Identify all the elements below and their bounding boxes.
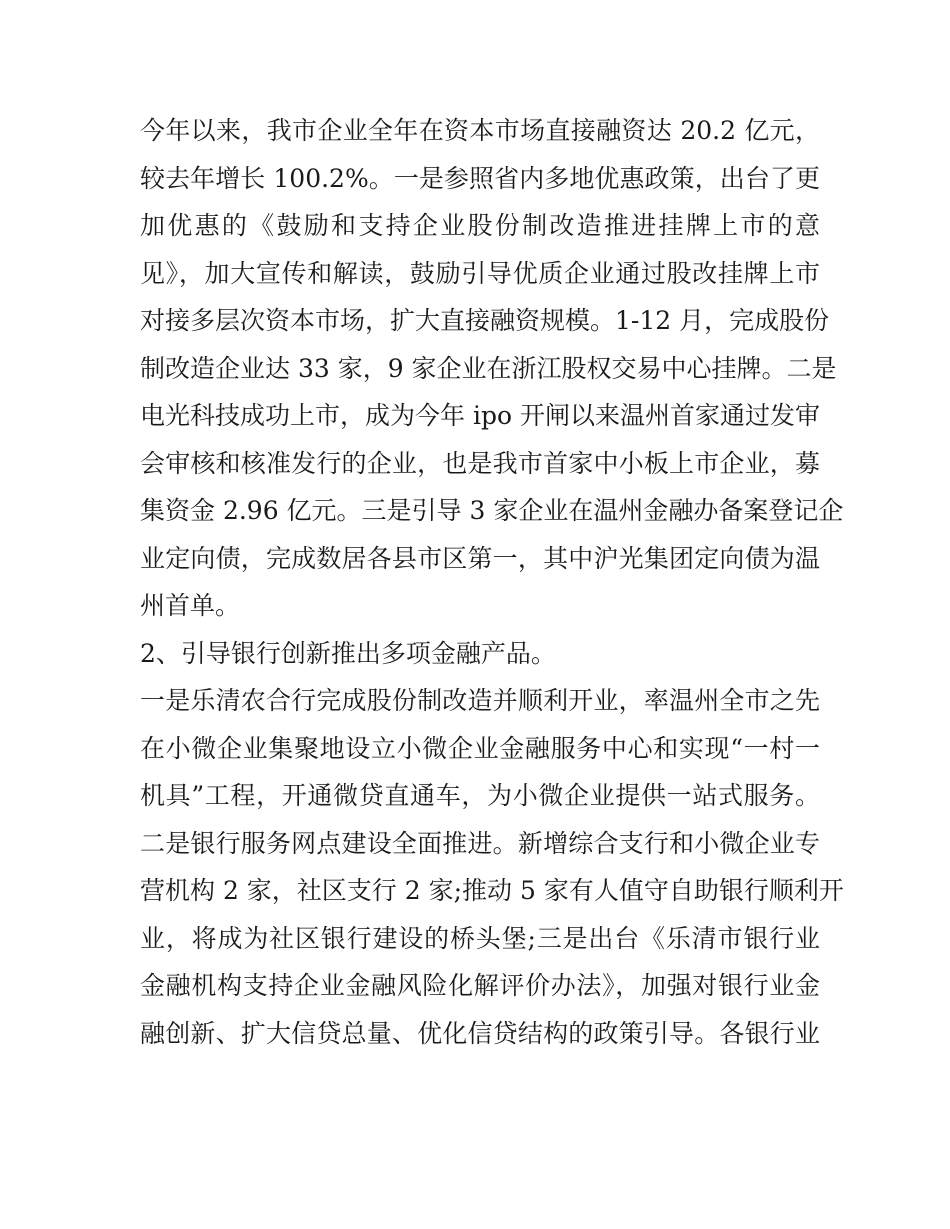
text-line: 州首单。 (140, 591, 241, 620)
text-line: 集资金 2.96 亿元。三是引导 3 家企业在温州金融办备案登记企 (140, 496, 844, 525)
text-line: 融创新、扩大信贷总量、优化信贷结构的政策引导。各银行业 (140, 1018, 820, 1048)
text-line: 一是乐清农合行完成股份制改造并顺利开业，率温州全市之先 (140, 686, 820, 715)
text-line: 对接多层次资本市场，扩大直接融资规模。1-12 月，完成股份 (140, 306, 830, 335)
text-line: 电光科技成功上市，成为今年 ipo 开闸以来温州首家通过发审 (140, 401, 820, 430)
text-line: 金融机构支持企业金融风险化解评价办法》，加强对银行业金 (140, 971, 820, 1000)
text-line: 较去年增长 100.2%。一是参照省内多地优惠政策，出台了更 (140, 163, 820, 193)
text-line: 二是银行服务网点建设全面推进。新增综合支行和小微企业专 (140, 828, 820, 858)
text-line: 制改造企业达 33 家，9 家企业在浙江股权交易中心挂牌。二是 (140, 353, 837, 383)
text-line: 营机构 2 家，社区支行 2 家;推动 5 家有人值守自助银行顺利开 (140, 876, 844, 905)
text-line: 会审核和核准发行的企业，也是我市首家中小板上市企业，募 (140, 448, 820, 478)
document-body (140, 107, 844, 1057)
section-heading: 2、引导银行创新推出多项金融产品。 (140, 638, 556, 668)
text-line: 在小微企业集聚地设立小微企业金融服务中心和实现“一村一 (140, 733, 820, 763)
text-line: 业定向债，完成数居各县市区第一，其中沪光集团定向债为温 (140, 543, 820, 573)
text-line: 业，将成为社区银行建设的桥头堡;三是出台《乐清市银行业 (140, 923, 820, 953)
text-line: 加优惠的《鼓励和支持企业股份制改造推进挂牌上市的意 (140, 211, 820, 240)
text-line: 今年以来，我市企业全年在资本市场直接融资达 20.2 亿元， (140, 116, 820, 145)
text-line: 机具”工程，开通微贷直通车，为小微企业提供一站式服务。 (140, 781, 820, 810)
text-line: 见》，加大宣传和解读，鼓励引导优质企业通过股改挂牌上市 (140, 258, 820, 288)
